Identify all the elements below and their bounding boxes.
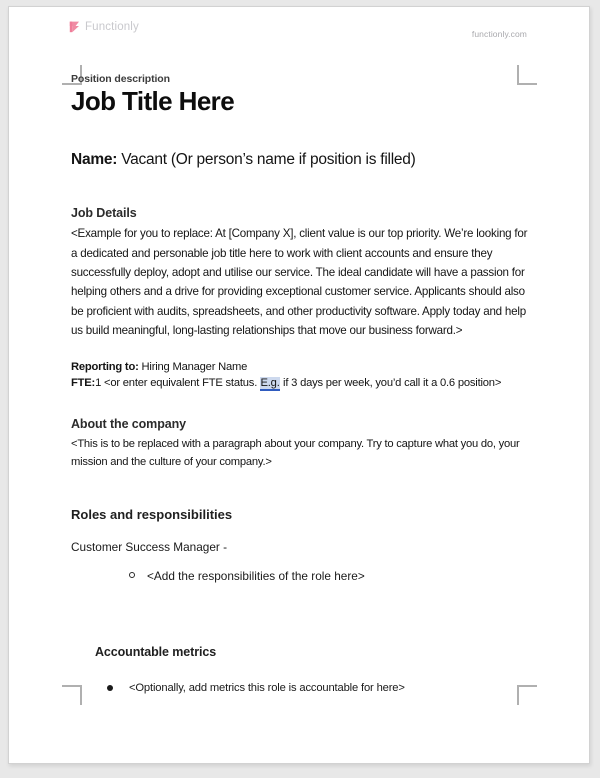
site-url[interactable]: functionly.com <box>471 29 527 39</box>
name-label: Name: <box>71 151 118 169</box>
filled-bullet-icon <box>107 685 113 691</box>
fte-label: FTE: <box>71 377 96 390</box>
roles-bullet-list <box>71 568 531 585</box>
fte-line <box>71 375 531 391</box>
list-item-label: <Optionally, add metrics this role is accountable for here> <box>129 681 405 694</box>
accountable-metrics-block <box>71 645 531 697</box>
section-heading-roles-and-responsibilities: Roles and responsibilities <box>71 507 233 523</box>
document-header <box>9 21 589 43</box>
role-name: Customer Success Manager - <box>71 540 228 555</box>
list-item <box>107 681 531 697</box>
section-heading-job-details: Job Details <box>71 206 137 221</box>
meta-block <box>71 359 531 391</box>
functionly-logo[interactable] <box>69 21 139 33</box>
document-page <box>8 6 590 764</box>
job-details-paragraph: <Example for you to replace: At [Company X], client value is our top priority. We’re looking for a dedicated and personable job title here to work with client accounts and ensure they successfully deploy, adopt and utilise our service. The ideal candidate will have a passion for helping others and a drive for providing exceptional customer service. Applicants should also be proficient with audits, spreadsheets, and other productivity software. Apply today and help us build meaningful, long-lasting relationships that move our business forward.> <box>71 227 528 338</box>
roles-responsibilities-block <box>71 507 531 585</box>
list-item-label: <Add the responsibilities of the role here> <box>147 569 365 584</box>
section-heading-about-the-company: About the company <box>71 417 186 432</box>
about-company-paragraph: <This is to be replaced with a paragraph about your company. Try to capture what you do, your mission and the culture of your company.> <box>71 438 520 468</box>
reporting-to-value: Hiring Manager Name <box>141 360 248 373</box>
document-body <box>71 73 531 696</box>
brand-name: Functionly <box>85 21 139 33</box>
fte-value-after: if 3 days per week, you’d call it a 0.6 position> <box>280 377 502 390</box>
name-line <box>71 151 531 169</box>
list-item <box>129 568 531 585</box>
functionly-flag-icon <box>69 21 80 33</box>
hollow-bullet-icon <box>129 572 135 578</box>
grammar-suggestion-chip[interactable]: E.g. <box>260 377 280 390</box>
section-heading-accountable-metrics: Accountable metrics <box>95 644 217 659</box>
page-title: Job Title Here <box>71 86 235 116</box>
position-description-kicker: Position description <box>71 73 170 85</box>
name-value: Vacant (Or person’s name if position is filled) <box>121 151 416 169</box>
reporting-to-label: Reporting to: <box>71 360 139 373</box>
reporting-to-line <box>71 359 531 375</box>
metrics-bullet-list <box>71 681 531 697</box>
fte-value-before: 1 <or enter equivalent FTE status. <box>95 377 261 390</box>
